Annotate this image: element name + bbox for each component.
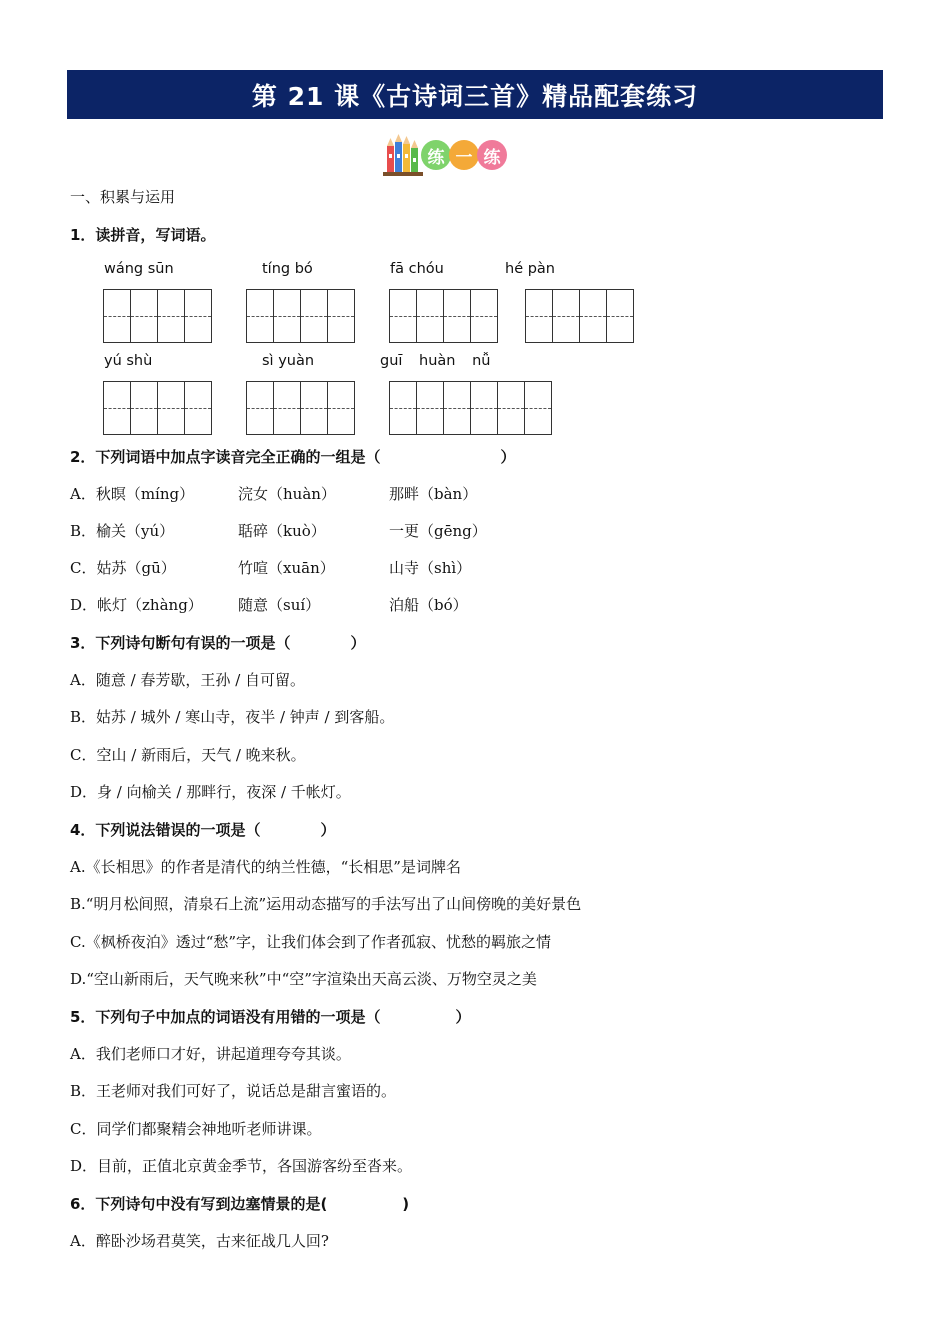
page-title: 第 21 课《古诗词三首》精品配套练习	[67, 70, 883, 119]
pinyin-label: fā chóu	[390, 261, 444, 277]
pinyin-label: yú shù	[104, 353, 153, 369]
pinyin-label: hé pàn	[505, 261, 555, 277]
pinyin-label: wáng sūn	[104, 261, 174, 277]
option-b: B．王老师对我们可好了，说话总是甜言蜜语的。	[70, 1082, 397, 1100]
question-5-stem: 5．下列句子中加点的词语没有用错的一项是（ ）	[70, 1008, 471, 1026]
option-b-item: 聒碎（kuò）	[238, 522, 326, 540]
option-c-item: 竹喧（xuān）	[238, 559, 335, 577]
option-a: A．我们老师口才好，讲起道理夸夸其谈。	[70, 1045, 351, 1063]
option-a: A.《长相思》的作者是清代的纳兰性德，“长相思”是词牌名	[70, 858, 461, 876]
option-a-item: 浣女（huàn）	[238, 485, 336, 503]
pinyin-label: tíng bó	[262, 261, 313, 277]
option-a: A．随意 / 春芳歇，王孙 / 自可留。	[70, 671, 306, 689]
question-6-stem: 6．下列诗句中没有写到边塞情景的是( )	[70, 1195, 410, 1213]
option-b-item: 一更（gēng）	[389, 522, 487, 540]
option-c: C.《枫桥夜泊》透过“愁”字，让我们体会到了作者孤寂、忧愁的羁旅之情	[70, 933, 552, 951]
badge-char-2: 一	[449, 140, 479, 170]
option-a-item: A．秋暝（míng）	[70, 485, 195, 503]
option-b-item: B．榆关（yú）	[70, 522, 175, 540]
answer-grid[interactable]	[389, 381, 552, 435]
question-1-stem: 1．读拼音，写词语。	[70, 226, 216, 244]
option-d-item: 泊船（bó）	[389, 596, 468, 614]
option-d-item: D．帐灯（zhàng）	[70, 596, 203, 614]
pinyin-label: sì yuàn	[262, 353, 315, 369]
section-heading: 一、积累与运用	[70, 188, 176, 206]
option-b: B.“明月松间照，清泉石上流”运用动态描写的手法写出了山间傍晚的美好景色	[70, 895, 582, 913]
question-3-stem: 3．下列诗句断句有误的一项是（ ）	[70, 634, 366, 652]
option-c: C．空山 / 新雨后，天气 / 晚来秋。	[70, 746, 306, 764]
option-a: A．醉卧沙场君莫笑，古来征战几人回?	[70, 1232, 329, 1250]
option-d-item: 随意（suí）	[238, 596, 321, 614]
pencils-icon	[383, 132, 423, 178]
answer-grid[interactable]	[103, 381, 212, 435]
option-d: D．身 / 向榆关 / 那畔行，夜深 / 千帐灯。	[70, 783, 351, 801]
practice-badge	[383, 132, 507, 178]
answer-grid[interactable]	[525, 289, 634, 343]
question-4-stem: 4．下列说法错误的一项是（ ）	[70, 821, 336, 839]
badge-char-1: 练	[421, 140, 451, 170]
option-b: B．姑苏 / 城外 / 寒山寺，夜半 / 钟声 / 到客船。	[70, 708, 395, 726]
option-d: D.“空山新雨后，天气晚来秋”中“空”字渲染出天高云淡、万物空灵之美	[70, 970, 537, 988]
option-c-item: C．姑苏（gū）	[70, 559, 176, 577]
answer-grid[interactable]	[103, 289, 212, 343]
answer-grid[interactable]	[246, 381, 355, 435]
option-c: C．同学们都聚精会神地听老师讲课。	[70, 1120, 322, 1138]
option-d: D．目前，正值北京黄金季节，各国游客纷至沓来。	[70, 1157, 413, 1175]
answer-grid[interactable]	[389, 289, 498, 343]
question-2-stem: 2．下列词语中加点字读音完全正确的一组是（ ）	[70, 448, 516, 466]
pinyin-label: guī huàn nǚ	[380, 353, 491, 369]
option-c-item: 山寺（shì）	[389, 559, 472, 577]
answer-grid[interactable]	[246, 289, 355, 343]
option-a-item: 那畔（bàn）	[389, 485, 478, 503]
badge-char-3: 练	[477, 140, 507, 170]
